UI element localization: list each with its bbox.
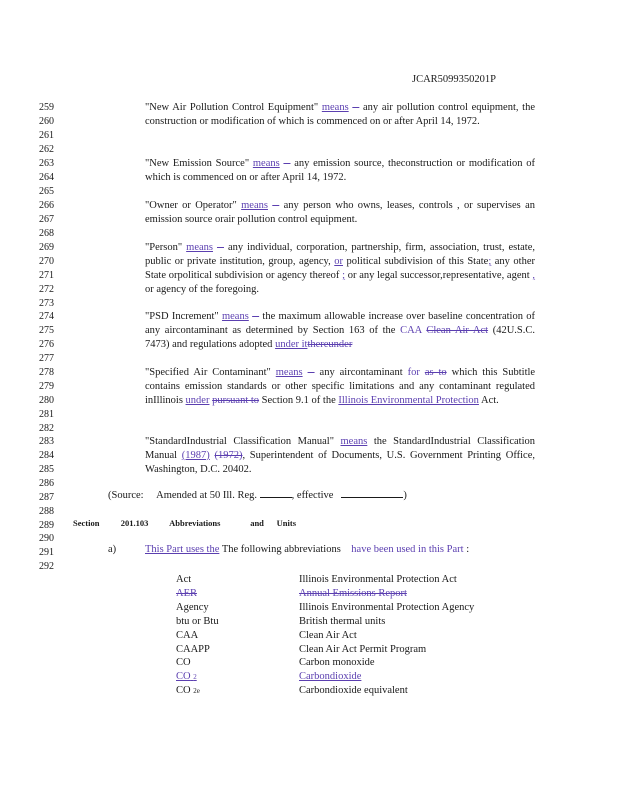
definition-new-emission-source — [145, 157, 535, 185]
deleted-text: -- — [307, 367, 315, 378]
section-label: Section — [73, 518, 100, 528]
inserted-text: , — [532, 269, 536, 281]
abbreviation-definition: British thermal units — [299, 615, 386, 627]
line-number: 289 — [39, 520, 54, 531]
line-number: 259 — [39, 102, 54, 113]
line-number: 264 — [39, 172, 54, 183]
line-number: 276 — [39, 339, 54, 350]
source-amended: Amended at 50 Ill. Reg. — [156, 490, 258, 501]
section-heading — [73, 518, 296, 528]
line-number: 266 — [39, 200, 54, 211]
line-number: 269 — [39, 242, 54, 253]
abbreviation-definition: Carbondioxide equivalent — [299, 685, 408, 697]
definition-body: , Superintendent of Documents, U.S. Government Printing Office, Washington, D.C. 20402. — [145, 449, 536, 475]
abbreviation-definition: Illinois Environmental Protection Act — [299, 574, 457, 585]
line-number: 281 — [39, 409, 54, 420]
inserted-text: means — [321, 102, 349, 113]
definition-body: which this Subtitle contains emission standards or other specific limitations and any contaminant regulated inIllinois — [145, 367, 536, 406]
source-note — [108, 488, 407, 503]
definition-body: any emission source, theconstruction or modification of which is commenced on or after April 14, 1972. — [145, 158, 536, 183]
line-number: 263 — [39, 158, 54, 169]
abbreviation-subscript: 2 — [193, 673, 197, 682]
definition-body: Act. — [480, 394, 499, 406]
definition-term: "Owner or Operator" — [145, 200, 237, 211]
section-number: 201.103 — [120, 518, 149, 528]
inserted-text: CAA — [400, 324, 422, 336]
section-title-2: Units — [276, 518, 297, 528]
deleted-text: thereunder — [307, 338, 353, 350]
line-number: 292 — [39, 561, 54, 572]
definition-body: any other State orpolitical subdivision or agency thereof — [145, 255, 535, 281]
line-number: 274 — [39, 311, 54, 322]
deleted-text: as to — [424, 367, 447, 378]
definition-owner-or-operator — [145, 199, 535, 227]
item-a-the: The — [221, 544, 239, 555]
abbreviation-term — [176, 601, 209, 615]
line-number: 284 — [39, 450, 54, 461]
inserted-text: for — [407, 367, 420, 378]
inserted-text: means — [186, 242, 213, 253]
source-close: ) — [403, 490, 407, 501]
source-effective: , effective — [291, 490, 334, 501]
definition-specified-air-contaminant — [145, 366, 535, 408]
line-number: 265 — [39, 186, 54, 197]
inserted-text: ; — [342, 269, 346, 281]
line-number: 271 — [39, 270, 54, 281]
inserted-text: means — [241, 200, 268, 211]
line-number: 273 — [39, 298, 54, 309]
abbreviation-text: CO — [176, 657, 191, 669]
definition-term: "New Air Pollution Control Equipment" — [145, 102, 319, 113]
line-number: 280 — [39, 395, 54, 406]
line-number: 278 — [39, 367, 54, 378]
definition-new-air-pollution-control-equipment — [145, 101, 535, 129]
abbreviation-term — [176, 587, 197, 601]
section-title-1: Abbreviations — [169, 518, 221, 528]
definition-term: "New Emission Source" — [145, 158, 250, 169]
definition-body: or agency of the foregoing. — [145, 283, 259, 295]
line-number: 268 — [39, 228, 54, 239]
abbreviation-definition: Clean Air Act — [299, 629, 357, 641]
definition-body: the maximum allowable increase over baseline concentration of any aircontaminant as determined by Section 163 of the — [145, 311, 536, 336]
deleted-text: Clean Air Act — [426, 324, 489, 336]
abbreviation-text: CAA — [176, 629, 199, 641]
definition-body: any aircontaminant — [319, 367, 403, 378]
line-number: 262 — [39, 144, 54, 155]
inserted-text: have been used in this Part — [351, 544, 464, 555]
deleted-text: -- — [283, 158, 291, 169]
abbreviation-definition: Illinois Environmental Protection Agency — [299, 601, 475, 613]
line-number: 291 — [39, 547, 54, 558]
line-number: 270 — [39, 256, 54, 267]
line-number: 261 — [39, 130, 54, 141]
line-number: 260 — [39, 116, 54, 127]
abbreviation-text: Act — [176, 574, 192, 585]
abbreviation-term — [176, 656, 191, 670]
inserted-text: (1987) — [181, 449, 210, 461]
definition-psd-increment — [145, 310, 535, 352]
item-a-marker: a) — [108, 544, 117, 555]
abbreviation-text: btu or Btu — [176, 615, 219, 627]
abbreviation-definition: Annual Emissions Report — [299, 587, 407, 599]
line-number: 286 — [39, 478, 54, 489]
definition-body: any individual, corporation, partnership, firm, association, trust, estate, public or private institution, group, agency, — [145, 242, 536, 267]
inserted-text: Illinois Environmental Protection — [338, 394, 479, 406]
abbreviation-term — [176, 670, 197, 685]
document-id: JCAR5099350201P — [412, 74, 497, 85]
line-number: 290 — [39, 533, 54, 544]
abbreviation-text: CAAPP — [176, 643, 210, 655]
line-number: 272 — [39, 284, 54, 295]
abbreviation-text: CO — [176, 671, 191, 683]
item-a-body: following abbreviations — [240, 544, 341, 555]
abbreviation-definition: Carbondioxide — [299, 671, 362, 683]
item-a-text — [145, 544, 469, 555]
abbreviation-term — [176, 615, 219, 629]
definition-body: or any legal successor,representative, agent — [347, 269, 530, 281]
definition-term: "PSD Increment" — [145, 311, 219, 322]
inserted-text: means — [275, 367, 303, 378]
abbreviation-term — [176, 629, 198, 643]
inserted-text: means — [340, 436, 368, 447]
definition-term: "StandardIndustrial Classification Manual" — [145, 436, 334, 447]
inserted-text: under it — [275, 338, 308, 350]
definition-body: political subdivision of this State — [346, 255, 489, 267]
definition-body: any air pollution control equipment, the construction or modification of which is commenced on or after April 14, 1972. — [145, 102, 536, 127]
line-number: 267 — [39, 214, 54, 225]
section-title-and: and — [250, 518, 264, 528]
abbreviation-definition: Carbon monoxide — [299, 657, 375, 669]
inserted-text: under — [185, 394, 210, 406]
inserted-text: means — [252, 158, 280, 169]
deleted-text: -- — [216, 242, 224, 253]
item-a-colon: : — [466, 544, 470, 555]
definition-body: any person who owns, leases, controls , or supervises an emission source orair pollution control equipment. — [145, 200, 535, 225]
register-blank — [260, 488, 292, 498]
abbreviation-definition: Clean Air Act Permit Program — [299, 643, 427, 655]
definition-term: "Person" — [145, 242, 183, 253]
definition-body: Section 9.1 of the — [261, 394, 336, 406]
definition-body: (42U.S.C. 7473) and regulations adopted — [145, 324, 536, 350]
definition-body: the StandardIndustrial Classification Manual — [145, 436, 536, 461]
abbreviation-term — [176, 643, 210, 657]
deleted-text: (1972) — [214, 449, 243, 461]
deleted-text: -- — [252, 311, 260, 322]
abbreviation-term — [176, 573, 191, 587]
line-number: 288 — [39, 506, 54, 517]
line-number: 283 — [39, 436, 54, 447]
abbreviation-text: CO — [176, 685, 191, 697]
definition-person — [145, 241, 535, 297]
abbreviation-term — [176, 684, 200, 699]
line-number: 282 — [39, 423, 54, 434]
inserted-text: ; — [488, 255, 492, 267]
abbreviation-text: AER — [176, 587, 197, 599]
definition-term: "Specified Air Contaminant" — [145, 367, 271, 378]
inserted-text: This Part uses the — [145, 544, 220, 555]
line-number: 279 — [39, 381, 54, 392]
line-number: 277 — [39, 353, 54, 364]
line-number: 287 — [39, 492, 54, 503]
deleted-text: pursuant to — [212, 394, 260, 406]
definition-standard-industrial-classification-manual — [145, 435, 535, 477]
inserted-text: means — [221, 311, 249, 322]
inserted-text: or — [334, 255, 343, 267]
abbreviation-text: Agency — [176, 601, 209, 613]
line-number: 285 — [39, 464, 54, 475]
deleted-text: -- — [272, 200, 280, 211]
abbreviation-subscript: 2e — [193, 687, 200, 696]
deleted-text: -- — [352, 102, 360, 113]
line-number: 275 — [39, 325, 54, 336]
effective-date-blank — [341, 488, 403, 498]
source-label: (Source: — [108, 490, 144, 501]
